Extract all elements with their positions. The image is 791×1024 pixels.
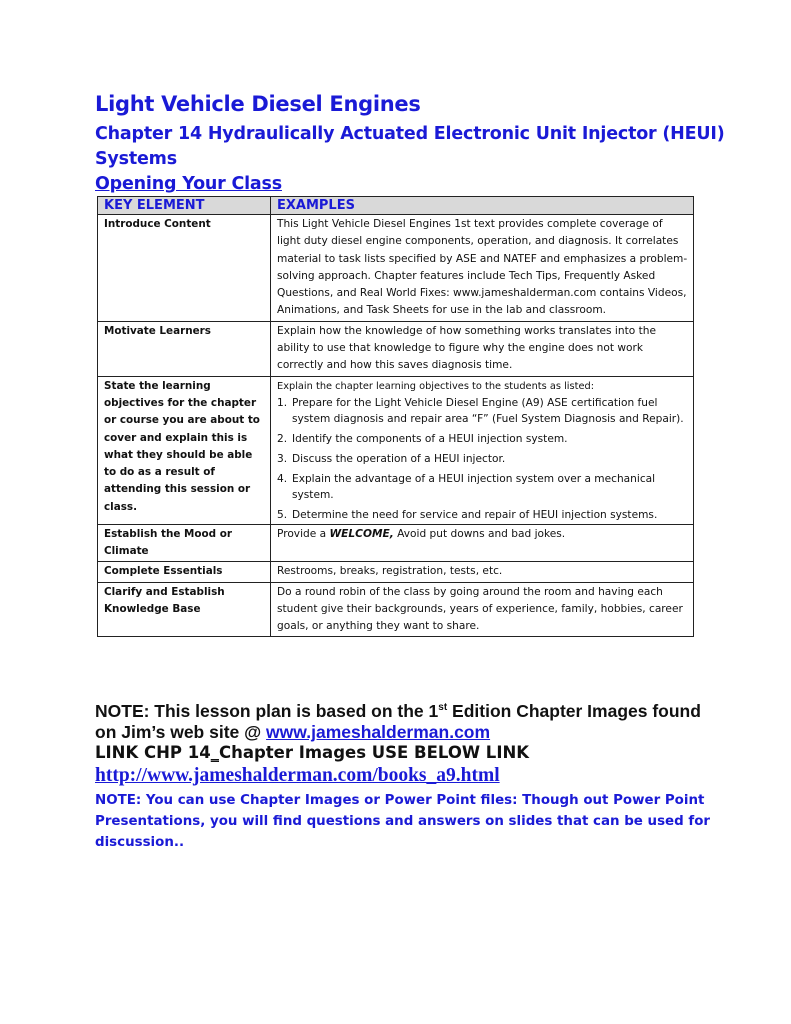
example-text: Avoid put downs and bad jokes. — [393, 527, 566, 540]
chapter-title: Chapter 14 Hydraulically Actuated Electronic Unit Injector (HEUI) Systems — [95, 124, 725, 169]
row-example — [271, 524, 694, 562]
website-link[interactable]: www.jameshalderman.com — [266, 721, 491, 742]
objective-text: Prepare for the Light Vehicle Diesel Engine (A9) ASE certification fuel system diagnosis and repair area “F” (Fuel System Diagnosis and Repair). — [292, 396, 684, 425]
header-examples: EXAMPLES — [271, 197, 694, 215]
table-row — [98, 321, 694, 376]
objective-item — [277, 431, 688, 447]
objective-text: Explain the advantage of a HEUI injection system over a mechanical system. — [292, 472, 656, 501]
objective-number: 3. — [277, 452, 288, 465]
objectives-list — [277, 395, 688, 523]
section-title: Opening Your Class — [95, 174, 282, 194]
chapter-images-link[interactable]: http://www.jameshalderman.com/books_a9.html — [95, 765, 500, 786]
table-row — [98, 215, 694, 322]
row-key: Clarify and Establish Knowledge Base — [98, 582, 271, 637]
objective-number: 4. — [277, 472, 288, 485]
table-header-row — [98, 197, 694, 215]
document-title: Light Vehicle Diesel Engines — [95, 92, 421, 116]
objective-item — [277, 451, 688, 467]
row-example: Explain how the knowledge of how something works translates into the ability to use that knowledge to figure why the engine does not work correctly and how this saves diagnosis time. — [271, 321, 694, 376]
link-instruction — [95, 743, 529, 762]
row-example — [271, 376, 694, 524]
objective-text: Discuss the operation of a HEUI injector. — [292, 452, 506, 465]
example-text: Provide a — [277, 527, 330, 540]
header-key-element: KEY ELEMENT — [98, 197, 271, 215]
note-superscript: st — [438, 702, 448, 713]
objective-number: 5. — [277, 508, 288, 521]
welcome-emphasis: WELCOME, — [329, 527, 394, 540]
lesson-plan-note — [95, 697, 715, 743]
table-row — [98, 524, 694, 562]
link-instruction-text: Chapter Images USE BELOW LINK — [218, 743, 530, 762]
row-key: Complete Essentials — [98, 562, 271, 582]
row-key: Motivate Learners — [98, 321, 271, 376]
objective-item — [277, 471, 688, 503]
link-instruction-underscore: _ — [210, 743, 219, 762]
note-text: Edition Chapter Images found on Jim’s web site @ — [95, 700, 701, 742]
objective-text: Determine the need for service and repair of HEUI injection systems. — [292, 508, 658, 521]
link-instruction-text: LINK CHP 14 — [95, 743, 211, 762]
objective-number: 1. — [277, 396, 288, 409]
objectives-intro: Explain the chapter learning objectives to the students as listed: — [277, 380, 595, 392]
table-row — [98, 562, 694, 582]
objective-item — [277, 507, 688, 523]
objective-number: 2. — [277, 432, 288, 445]
row-example: Do a round robin of the class by going around the room and having each student give their backgrounds, years of experience, family, hobbies, career goals, or anything they want to share. — [271, 582, 694, 637]
note-text: NOTE: This lesson plan is based on the 1 — [95, 700, 439, 721]
objective-text: Identify the components of a HEUI injection system. — [292, 432, 568, 445]
row-key: Establish the Mood or Climate — [98, 524, 271, 562]
lesson-plan-table — [97, 196, 694, 637]
row-example: Restrooms, breaks, registration, tests, etc. — [271, 562, 694, 582]
row-key: State the learning objectives for the chapter or course you are about to cover and explain this is what they should be able to do as a result of attending this session or class. — [98, 376, 271, 524]
powerpoint-note: NOTE: You can use Chapter Images or Power Point files: Though out Power Point Presentations, you will find questions and answers on slides that can be used for discussion.. — [95, 793, 711, 850]
objective-item — [277, 395, 688, 427]
row-example: This Light Vehicle Diesel Engines 1st text provides complete coverage of light duty diesel engine components, operation, and diagnosis. It correlates material to task lists specified by ASE and NATEF and emphasizes a problem-solving approach. Chapter features include Tech Tips, Frequently Asked Questions, and Real World Fixes: www.jameshalderman.com contains Videos, Animations, and Task Sheets for use in the lab and classroom. — [271, 215, 694, 322]
table-row — [98, 376, 694, 524]
table-row — [98, 582, 694, 637]
row-key: Introduce Content — [98, 215, 271, 322]
